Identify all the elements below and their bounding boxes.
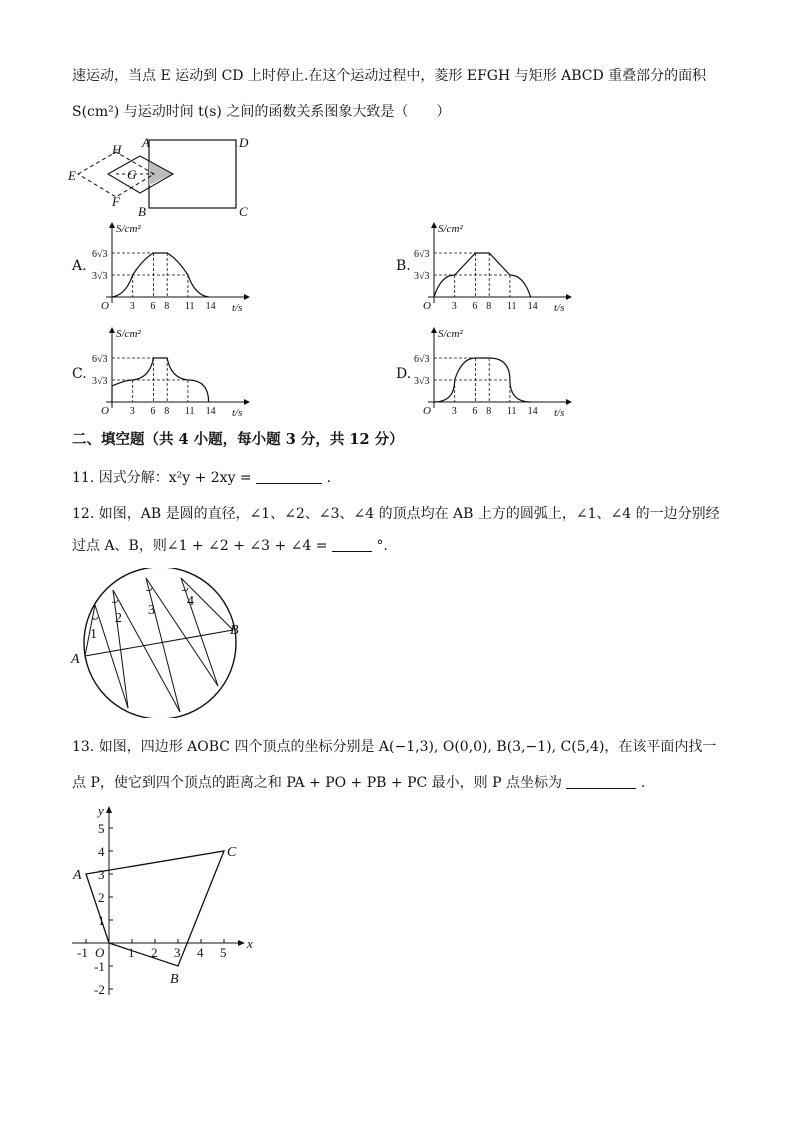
- q13-line2: [72, 773, 645, 793]
- origin-label: O: [101, 300, 109, 312]
- angle2-arc: [112, 600, 118, 603]
- x-tick-label: 2: [151, 945, 158, 960]
- option-d-graph: [414, 325, 574, 417]
- y-tick-label: 3: [98, 867, 105, 882]
- angle3-side-a: [146, 578, 180, 712]
- y-tick-label: 6√3: [414, 354, 430, 365]
- x-tick-label: 8: [164, 301, 170, 312]
- function-curve: [434, 253, 531, 297]
- y-axis-label: S/cm²: [116, 328, 141, 340]
- x-tick-label: 14: [527, 406, 538, 417]
- option-c-label[interactable]: C.: [72, 366, 87, 382]
- x-tick-label: 8: [486, 301, 492, 312]
- q13-text-line2: 点 P，使它到四个顶点的距离之和 PA + PO + PB + PC 最小，则 P 点坐标为: [72, 775, 562, 791]
- x-tick-label: 3: [129, 301, 135, 312]
- option-a-label[interactable]: A.: [72, 258, 87, 274]
- x-tick-label: 8: [486, 406, 492, 417]
- x-tick-label: 6: [472, 406, 478, 417]
- option-d-label[interactable]: D.: [396, 366, 412, 382]
- x-tick-label: 14: [205, 301, 216, 312]
- circle-angles-figure: [68, 568, 258, 718]
- function-curve: [112, 358, 209, 402]
- q13-number: 13.: [72, 739, 95, 755]
- y-tick-label: 6√3: [92, 354, 108, 365]
- label-B: B: [170, 972, 179, 987]
- x-tick-label: 6: [150, 301, 156, 312]
- x-axis-label: t/s: [554, 407, 565, 417]
- x-axis-label: t/s: [232, 407, 243, 417]
- x-tick-label: 14: [527, 301, 538, 312]
- x-tick-label: 8: [164, 406, 170, 417]
- label-D: D: [239, 135, 249, 150]
- x-axis-label: x: [247, 936, 253, 951]
- y-tick-label: -1: [94, 959, 105, 974]
- label-angle-1: 1: [90, 627, 97, 642]
- y-axis-label: S/cm²: [438, 223, 463, 235]
- q13-line1: [72, 737, 716, 757]
- y-tick-label: 3√3: [92, 376, 108, 387]
- q11-number: 11.: [72, 470, 95, 486]
- q10-text-line2: S(cm²) 与运动时间 t(s) 之间的函数关系图象大致是（ ）: [72, 104, 451, 120]
- q12-text-line1: 如图，AB 是圆的直径，∠1、∠2、∠3、∠4 的顶点均在 AB 上方的圆弧上，∠1、∠4 的一边分别经: [98, 506, 720, 522]
- label-G: G: [127, 167, 137, 182]
- y-axis-arrow: [106, 806, 112, 813]
- y-tick-label: 5: [98, 821, 105, 836]
- q13-answer-blank[interactable]: [566, 774, 636, 789]
- q12-line1: [72, 504, 720, 524]
- q13-text-line1: 如图，四边形 AOBC 四个顶点的坐标分别是 A(−1,3), O(0,0), B(3,−1), C(5,4)，在该平面内找一: [98, 739, 717, 755]
- label-C: C: [239, 204, 248, 219]
- option-c-graph: [92, 325, 252, 417]
- option-b-graph: [414, 220, 574, 312]
- label-A: A: [73, 868, 82, 883]
- x-tick-label: 11: [506, 301, 517, 312]
- y-tick-label: 6√3: [414, 249, 430, 260]
- y-tick-label: 2: [98, 890, 105, 905]
- q11-answer-blank[interactable]: [256, 469, 322, 484]
- y-tick-label: 6√3: [92, 249, 108, 260]
- y-axis-arrow: [109, 222, 115, 228]
- y-tick-label: 1: [98, 913, 105, 928]
- function-curve: [112, 253, 209, 297]
- x-tick-label: -1: [77, 945, 88, 960]
- label-angle-3: 3: [148, 603, 155, 618]
- label-angle-4: 4: [187, 594, 194, 609]
- angle1-side-b: [95, 605, 128, 708]
- q12-number: 12.: [72, 506, 95, 522]
- label-E: E: [68, 168, 76, 183]
- origin-label: O: [423, 300, 431, 312]
- x-axis-arrow: [244, 399, 250, 405]
- q12-line2: [72, 536, 388, 556]
- function-curve: [434, 358, 531, 402]
- x-axis-label: t/s: [232, 302, 243, 312]
- y-axis-label: S/cm²: [116, 223, 141, 235]
- y-tick-label: 4: [98, 844, 105, 859]
- q10-text-line1: 速运动，当点 E 运动到 CD 上时停止.在这个运动过程中，菱形 EFGH 与矩形 ABCD 重叠部分的面积: [72, 68, 707, 84]
- y-tick-label: 3√3: [414, 271, 430, 282]
- x-tick-label: 14: [205, 406, 216, 417]
- q11: 11. 因式分解：x²y + 2xy = .: [72, 470, 332, 486]
- section-heading: 二、填空题（共 4 小题，每小题 3 分，共 12 分）: [72, 431, 404, 448]
- x-tick-label: 11: [184, 301, 195, 312]
- x-axis-arrow: [566, 399, 572, 405]
- q12-answer-blank[interactable]: [332, 537, 372, 552]
- x-tick-label: 11: [184, 406, 195, 417]
- y-axis-arrow: [431, 222, 437, 228]
- x-tick-label: 4: [197, 945, 204, 960]
- rhombus-rectangle-figure: [66, 132, 266, 222]
- y-axis-arrow: [431, 327, 437, 333]
- option-b-label[interactable]: B.: [396, 258, 411, 274]
- x-tick-label: 11: [506, 406, 517, 417]
- y-axis-arrow: [109, 327, 115, 333]
- x-tick-label: 6: [150, 406, 156, 417]
- label-A: A: [71, 652, 80, 667]
- origin-label: O: [423, 405, 431, 417]
- y-axis-label: y: [98, 803, 104, 818]
- x-tick-label: 3: [174, 945, 181, 960]
- x-axis-label: t/s: [554, 302, 565, 312]
- x-axis-arrow: [244, 294, 250, 300]
- x-tick-label: 6: [472, 301, 478, 312]
- q12-text-line2: 过点 A、B，则∠1 + ∠2 + ∠3 + ∠4 =: [72, 538, 328, 554]
- coordinate-quadrilateral-figure: [68, 803, 258, 1003]
- x-tick-label: 3: [451, 301, 457, 312]
- origin-label: O: [101, 405, 109, 417]
- x-tick-label: 1: [128, 945, 135, 960]
- label-C: C: [227, 845, 237, 860]
- x-tick-label: 3: [451, 406, 457, 417]
- y-tick-label: -2: [94, 982, 105, 997]
- origin-label: O: [95, 945, 105, 960]
- y-axis-label: S/cm²: [438, 328, 463, 340]
- y-tick-label: 3√3: [414, 376, 430, 387]
- option-a-graph: [92, 220, 252, 312]
- y-tick-label: 3√3: [92, 271, 108, 282]
- label-A: A: [142, 135, 150, 150]
- x-tick-label: 3: [129, 406, 135, 417]
- label-angle-2: 2: [115, 611, 122, 626]
- label-H: H: [112, 142, 122, 157]
- q12-unit: °.: [376, 538, 388, 554]
- label-B: B: [230, 623, 239, 638]
- q13-end: .: [640, 775, 646, 791]
- label-B: B: [138, 204, 146, 219]
- x-axis-arrow: [566, 294, 572, 300]
- label-F: F: [112, 194, 120, 209]
- x-axis-arrow: [238, 940, 245, 946]
- x-tick-label: 5: [220, 945, 227, 960]
- q11-text: 因式分解：x²y + 2xy =: [98, 470, 252, 486]
